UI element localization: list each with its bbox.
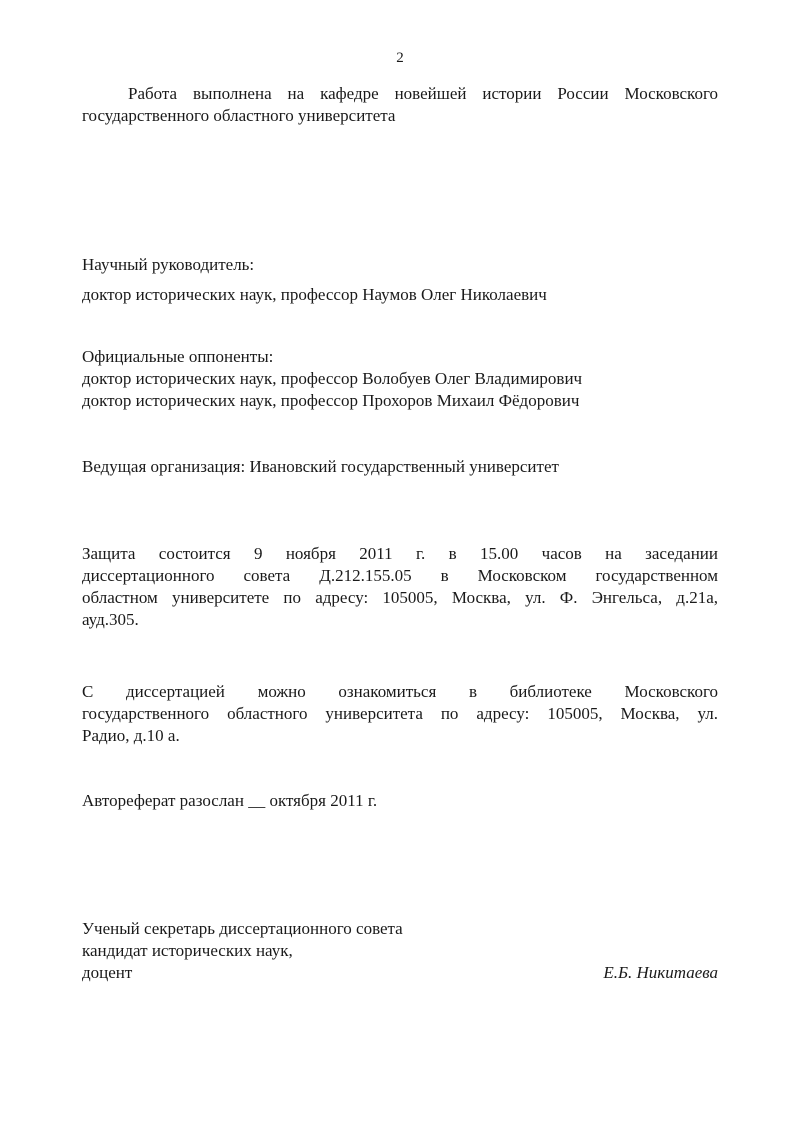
secretary-line: кандидат исторических наук, [82,941,293,960]
library-line: С диссертацией можно ознакомиться в библиотеке Московского [82,682,718,701]
secretary-section [82,918,718,984]
defense-line: Защита состоится 9 ноября 2011 г. в 15.00 часов на заседании [82,544,718,563]
page-number: 2 [396,50,404,66]
supervisor-heading: Научный руководитель: [82,255,255,274]
signature-name: Е.Б. Никитаева [603,963,718,982]
defense-line: диссертационного совета Д.212.155.05 в Московском государственном [82,566,718,585]
intro-paragraph [82,83,718,127]
defense-paragraph [82,543,718,631]
opponents-section [82,346,718,412]
abstract-sent-text: Автореферат разослан __ октября 2011 г. [82,791,378,810]
leading-organization-text: Ведущая организация: Ивановский государственный университет [82,457,559,476]
opponent-person: доктор исторических наук, профессор Волобуев Олег Владимирович [82,369,583,388]
opponent-person: доктор исторических наук, профессор Прохоров Михаил Фёдорович [82,391,580,410]
intro-line: государственного областного университета [82,106,396,125]
library-line: государственного областного университета по адресу: 105005, Москва, ул. [82,704,718,723]
secretary-line: Ученый секретарь диссертационного совета [82,919,403,938]
library-paragraph [82,681,718,747]
defense-line: ауд.305. [82,610,139,629]
secretary-title: доцент [82,963,133,982]
leading-organization [82,456,718,478]
abstract-sent-note [82,790,718,812]
signature-row [82,962,718,984]
supervisor-person: доктор исторических наук, профессор Наумов Олег Николаевич [82,285,547,304]
defense-line: областном университете по адресу: 105005, Москва, ул. Ф. Энгельса, д.21а, [82,588,718,607]
intro-line: Работа выполнена на кафедре новейшей истории России Московского [128,84,718,103]
supervisor-section [82,254,718,306]
opponents-heading: Официальные оппоненты: [82,347,274,366]
library-line: Радио, д.10 а. [82,726,180,745]
